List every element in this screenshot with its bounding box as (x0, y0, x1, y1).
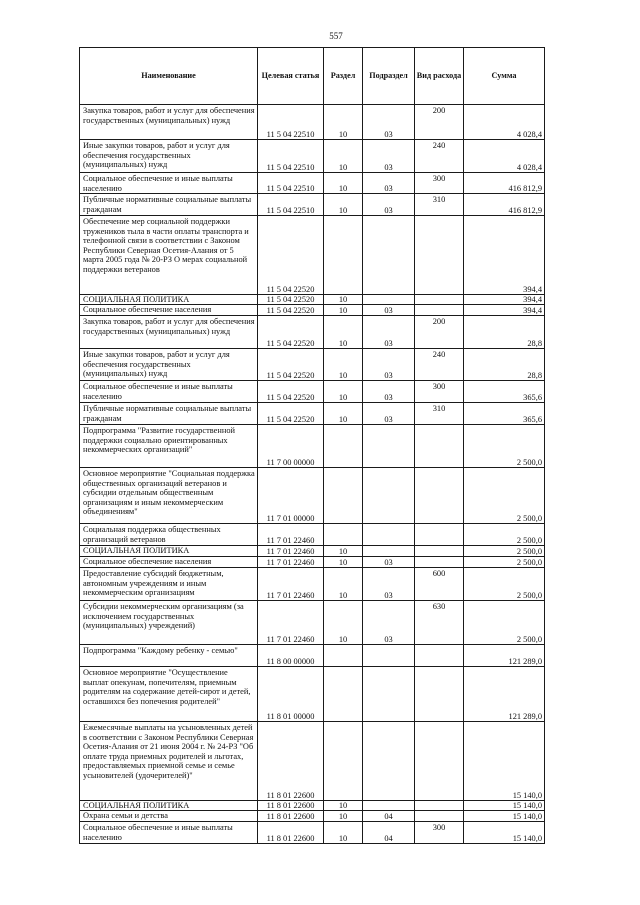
expense-type-cell (415, 557, 464, 568)
amount-cell: 121 289,0 (464, 645, 545, 667)
amount-cell: 2 500,0 (464, 546, 545, 557)
name-cell: Охрана семьи и детства (80, 811, 258, 822)
amount-cell: 394,4 (464, 216, 545, 295)
name-cell: Социальное обеспечение населения (80, 305, 258, 316)
name-cell: СОЦИАЛЬНАЯ ПОЛИТИКА (80, 801, 258, 811)
expense-type-cell (415, 722, 464, 801)
name-cell: Публичные нормативные социальные выплаты гражданам (80, 194, 258, 216)
target-code-cell: 11 5 04 22520 (258, 305, 324, 316)
budget-table (79, 47, 545, 844)
header-amount: Сумма (464, 48, 545, 105)
page-number: 557 (329, 31, 343, 41)
target-code-cell: 11 7 01 22460 (258, 568, 324, 601)
subsection-cell: 03 (363, 140, 415, 173)
target-code-cell: 11 8 01 22600 (258, 801, 324, 811)
amount-cell: 28,8 (464, 316, 545, 349)
target-code-cell: 11 7 01 22460 (258, 557, 324, 568)
name-cell: Закупка товаров, работ и услуг для обеспечения государственных (муниципальных) нужд (80, 316, 258, 349)
subsection-cell: 03 (363, 601, 415, 645)
name-cell: Социальное обеспечение и иные выплаты населению (80, 822, 258, 844)
target-code-cell: 11 8 01 22600 (258, 722, 324, 801)
expense-type-cell: 310 (415, 403, 464, 425)
amount-cell: 416 812,9 (464, 194, 545, 216)
name-cell: Субсидии некоммерческим организациям (за исключением государственных (муниципальных) учреждений) (80, 601, 258, 645)
amount-cell: 365,6 (464, 381, 545, 403)
subsection-cell: 03 (363, 173, 415, 194)
section-cell: 10 (324, 568, 363, 601)
header-expense-type: Вид расхода (415, 48, 464, 105)
target-code-cell: 11 5 04 22520 (258, 381, 324, 403)
expense-type-cell: 240 (415, 349, 464, 381)
expense-type-cell: 600 (415, 568, 464, 601)
expense-type-cell: 630 (415, 601, 464, 645)
section-cell: 10 (324, 801, 363, 811)
subsection-cell (363, 722, 415, 801)
section-cell: 10 (324, 403, 363, 425)
target-code-cell: 11 8 01 00000 (258, 667, 324, 722)
subsection-cell (363, 295, 415, 305)
subsection-cell (363, 645, 415, 667)
subsection-cell: 04 (363, 811, 415, 822)
subsection-cell (363, 425, 415, 468)
expense-type-cell (415, 305, 464, 316)
expense-type-cell (415, 425, 464, 468)
target-code-cell: 11 5 04 22510 (258, 140, 324, 173)
target-code-cell: 11 8 00 00000 (258, 645, 324, 667)
name-cell: Обеспечение мер социальной поддержки тружеников тыла в части оплаты транспорта и телефонной связи в соответствии с Законом Республики Северная Осетия-Алания от 5 марта 2005 года № 20-РЗ О мерах социальной поддержки ветеранов (80, 216, 258, 295)
name-cell: Иные закупки товаров, работ и услуг для обеспечения государственных (муниципальных) нужд (80, 349, 258, 381)
subsection-cell: 03 (363, 557, 415, 568)
subsection-cell: 03 (363, 194, 415, 216)
name-cell: Основное мероприятие "Осуществление выплат опекунам, попечителям, приемным родителям на содержание детей-сирот и детей, оставшихся без попечения родителей" (80, 667, 258, 722)
target-code-cell: 11 7 01 22460 (258, 524, 324, 546)
amount-cell: 2 500,0 (464, 425, 545, 468)
expense-type-cell: 200 (415, 316, 464, 349)
name-cell: Подпрограмма "Развитие государственной поддержки социально ориентированных некоммерческих организаций" (80, 425, 258, 468)
target-code-cell: 11 7 01 22460 (258, 546, 324, 557)
subsection-cell (363, 801, 415, 811)
section-cell: 10 (324, 546, 363, 557)
amount-cell: 15 140,0 (464, 811, 545, 822)
name-cell: Иные закупки товаров, работ и услуг для обеспечения государственных (муниципальных) нужд (80, 140, 258, 173)
section-cell: 10 (324, 140, 363, 173)
target-code-cell: 11 8 01 22600 (258, 811, 324, 822)
section-cell: 10 (324, 295, 363, 305)
subsection-cell: 03 (363, 381, 415, 403)
subsection-cell: 03 (363, 105, 415, 140)
section-cell: 10 (324, 381, 363, 403)
name-cell: Закупка товаров, работ и услуг для обеспечения государственных (муниципальных) нужд (80, 105, 258, 140)
name-cell: Основное мероприятие "Социальная поддержка общественных организаций ветеранов и субсидии отдельным общественным организациям и иным некоммерческим объединениям" (80, 468, 258, 524)
section-cell: 10 (324, 105, 363, 140)
name-cell: Социальное обеспечение и иные выплаты населению (80, 381, 258, 403)
amount-cell: 416 812,9 (464, 173, 545, 194)
amount-cell: 28,8 (464, 349, 545, 381)
section-cell: 10 (324, 316, 363, 349)
section-cell (324, 468, 363, 524)
amount-cell: 394,4 (464, 295, 545, 305)
amount-cell: 4 028,4 (464, 140, 545, 173)
amount-cell: 121 289,0 (464, 667, 545, 722)
amount-cell: 365,6 (464, 403, 545, 425)
section-cell: 10 (324, 557, 363, 568)
target-code-cell: 11 5 04 22510 (258, 194, 324, 216)
section-cell: 10 (324, 349, 363, 381)
target-code-cell: 11 8 01 22600 (258, 822, 324, 844)
expense-type-cell (415, 295, 464, 305)
expense-type-cell: 310 (415, 194, 464, 216)
header-subsection: Подраздел (363, 48, 415, 105)
name-cell: Социальная поддержка общественных организаций ветеранов (80, 524, 258, 546)
amount-cell: 15 140,0 (464, 822, 545, 844)
target-code-cell: 11 5 04 22510 (258, 105, 324, 140)
name-cell: Подпрограмма "Каждому ребенку - семью" (80, 645, 258, 667)
subsection-cell: 03 (363, 568, 415, 601)
expense-type-cell (415, 546, 464, 557)
target-code-cell: 11 7 01 22460 (258, 601, 324, 645)
expense-type-cell (415, 468, 464, 524)
subsection-cell: 03 (363, 305, 415, 316)
name-cell: Ежемесячные выплаты на усыновленных детей в соответствии с Законом Республики Северная Осетия-Алания от 21 июня 2004 г. № 24-РЗ "Об оплате труда приемных родителей и льготах, предоставляемых приемной семье и семье усыновителей (удочерителей)" (80, 722, 258, 801)
target-code-cell: 11 7 00 00000 (258, 425, 324, 468)
expense-type-cell: 300 (415, 822, 464, 844)
amount-cell: 2 500,0 (464, 524, 545, 546)
subsection-cell (363, 524, 415, 546)
section-cell (324, 216, 363, 295)
expense-type-cell (415, 667, 464, 722)
target-code-cell: 11 5 04 22520 (258, 216, 324, 295)
name-cell: СОЦИАЛЬНАЯ ПОЛИТИКА (80, 546, 258, 557)
amount-cell: 2 500,0 (464, 557, 545, 568)
section-cell: 10 (324, 601, 363, 645)
subsection-cell (363, 468, 415, 524)
section-cell: 10 (324, 811, 363, 822)
target-code-cell: 11 5 04 22520 (258, 295, 324, 305)
section-cell: 10 (324, 822, 363, 844)
section-cell (324, 722, 363, 801)
subsection-cell (363, 667, 415, 722)
target-code-cell: 11 5 04 22520 (258, 316, 324, 349)
amount-cell: 2 500,0 (464, 568, 545, 601)
expense-type-cell: 240 (415, 140, 464, 173)
expense-type-cell (415, 801, 464, 811)
name-cell: Социальное обеспечение и иные выплаты населению (80, 173, 258, 194)
section-cell (324, 524, 363, 546)
target-code-cell: 11 5 04 22510 (258, 173, 324, 194)
section-cell (324, 667, 363, 722)
expense-type-cell (415, 216, 464, 295)
amount-cell: 2 500,0 (464, 601, 545, 645)
expense-type-cell (415, 524, 464, 546)
name-cell: СОЦИАЛЬНАЯ ПОЛИТИКА (80, 295, 258, 305)
amount-cell: 4 028,4 (464, 105, 545, 140)
subsection-cell: 03 (363, 349, 415, 381)
amount-cell: 15 140,0 (464, 801, 545, 811)
section-cell: 10 (324, 194, 363, 216)
name-cell: Публичные нормативные социальные выплаты гражданам (80, 403, 258, 425)
target-code-cell: 11 5 04 22520 (258, 349, 324, 381)
target-code-cell: 11 7 01 00000 (258, 468, 324, 524)
section-cell (324, 425, 363, 468)
expense-type-cell: 300 (415, 173, 464, 194)
subsection-cell: 04 (363, 822, 415, 844)
expense-type-cell: 300 (415, 381, 464, 403)
expense-type-cell (415, 811, 464, 822)
subsection-cell: 03 (363, 316, 415, 349)
expense-type-cell: 200 (415, 105, 464, 140)
header-target-code: Целевая статья (258, 48, 324, 105)
target-code-cell: 11 5 04 22520 (258, 403, 324, 425)
subsection-cell (363, 216, 415, 295)
section-cell: 10 (324, 173, 363, 194)
header-section: Раздел (324, 48, 363, 105)
section-cell: 10 (324, 305, 363, 316)
amount-cell: 394,4 (464, 305, 545, 316)
name-cell: Предоставление субсидий бюджетным, автономным учреждениям и иным некоммерческим организациям (80, 568, 258, 601)
amount-cell: 15 140,0 (464, 722, 545, 801)
section-cell (324, 645, 363, 667)
subsection-cell: 03 (363, 403, 415, 425)
amount-cell: 2 500,0 (464, 468, 545, 524)
subsection-cell (363, 546, 415, 557)
expense-type-cell (415, 645, 464, 667)
name-cell: Социальное обеспечение населения (80, 557, 258, 568)
header-name: Наименование (80, 48, 258, 105)
